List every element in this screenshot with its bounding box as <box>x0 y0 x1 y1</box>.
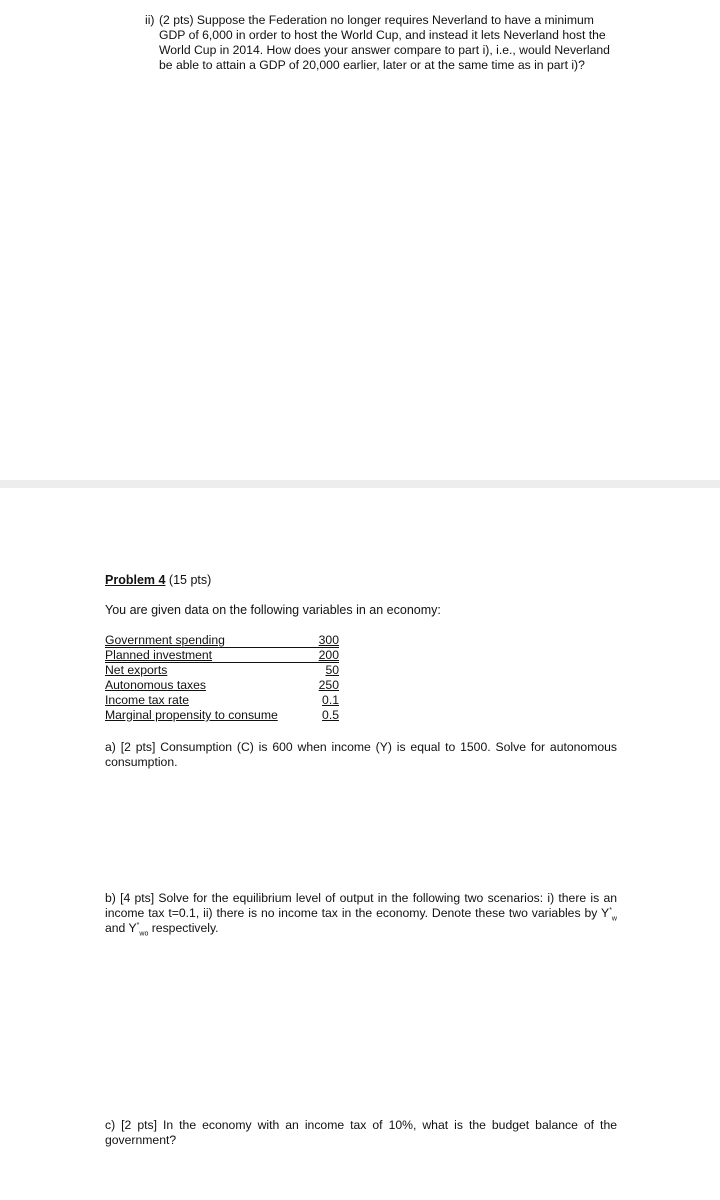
problem-heading <box>105 573 211 587</box>
variable-label: Autonomous taxes <box>105 678 206 692</box>
part-b-tail: respectively. <box>151 921 219 935</box>
part-b-text: b) [4 pts] Solve for the equilibrium level of output in the following two scenarios: i) there is an income tax t=0.1, ii) there is no income tax in the economy. Denote these two variables by <box>105 891 617 920</box>
var-y-with-tax: $Y^*_w$ <box>601 906 617 923</box>
part-c-question: c) [2 pts] In the economy with an income tax of 10%, what is the budget balance of the government? <box>105 1118 617 1147</box>
problem-intro: You are given data on the following variables in an economy: <box>105 603 441 617</box>
table-row <box>105 663 345 678</box>
variable-label: Marginal propensity to consume <box>105 708 278 722</box>
var-y-without-tax: $Y^*_{wo}$ <box>128 921 149 938</box>
problem-name: Problem 4 <box>105 573 166 587</box>
problem-points: (15 pts) <box>168 573 212 587</box>
table-row <box>105 693 345 708</box>
variable-label: Income tax rate <box>105 693 189 707</box>
question-part-ii-text: (2 pts) Suppose the Federation no longer requires Neverland to have a minimum GDP of 6,000 in order to host the World Cup, and instead it lets Neverland host the World Cup in 2014. How does your answer compare to part i), i.e., would Neverland be able to attain a GDP of 20,000 earlier, later or at the same time as in part i)? <box>159 13 610 72</box>
table-row <box>105 708 345 723</box>
variable-label: Net exports <box>105 663 168 677</box>
variable-value: 250 <box>318 678 339 692</box>
part-b-joiner: and <box>105 921 126 935</box>
question-part-ii-label: ii) <box>145 13 155 27</box>
variable-value: 0.1 <box>322 693 339 707</box>
variable-value: 0.5 <box>322 708 339 722</box>
question-part-ii <box>145 13 619 73</box>
variable-value: 200 <box>318 648 339 662</box>
variable-value: 300 <box>318 633 339 647</box>
table-row <box>105 633 345 648</box>
part-a-question: a) [2 pts] Consumption (C) is 600 when income (Y) is equal to 1500. Solve for autonomous consumption. <box>105 740 617 769</box>
variable-label: Government spending <box>105 633 225 647</box>
table-row <box>105 648 345 663</box>
variables-table <box>105 633 345 723</box>
page-separator <box>0 480 720 488</box>
table-row <box>105 678 345 693</box>
part-b-question <box>105 891 617 936</box>
variable-label: Planned investment <box>105 648 213 662</box>
variable-value: 50 <box>325 663 339 677</box>
